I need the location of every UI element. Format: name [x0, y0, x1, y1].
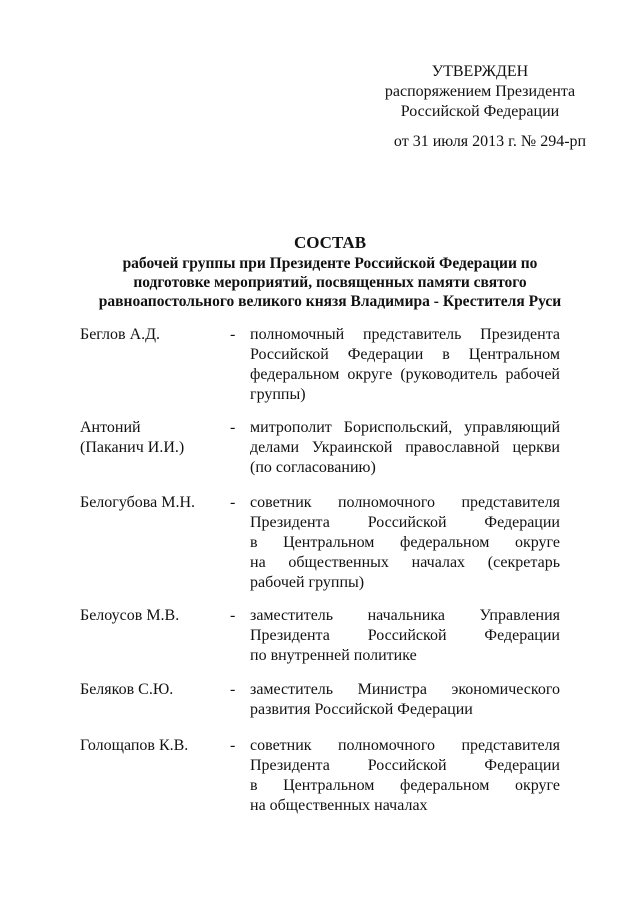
member-name: Беглов А.Д.: [80, 326, 161, 343]
member-description: советник полномочного представителя Президента Российской Федерации в Центральном федеральном округе на общественных началах (секретарь рабочей группы): [250, 494, 560, 591]
member-dash: -: [230, 419, 236, 436]
member-name: Белогубова М.Н.: [80, 494, 195, 511]
approval-stamp: [330, 62, 630, 152]
member-description: заместитель Министра экономического развития Российской Федерации: [250, 681, 560, 718]
member-name: Беляков С.Ю.: [80, 681, 174, 698]
member-dash: -: [230, 494, 236, 511]
approval-heading: УТВЕРЖДЕН: [431, 63, 529, 80]
member-dash: -: [230, 737, 236, 754]
member-dash: -: [230, 326, 236, 343]
member-name: Голощапов К.В.: [80, 737, 189, 754]
approval-authority-country: Российской Федерации: [400, 103, 560, 120]
approval-date: от 31 июля 2013 г. № 294-рп: [393, 133, 587, 150]
member-dash: -: [230, 607, 236, 624]
member-description: митрополит Бориспольский, управляющий делами Украинской православной церкви (по согласованию): [250, 419, 560, 476]
member-dash: -: [230, 681, 236, 698]
subtitle-line: рабочей группы при Президенте Российской Федерации по: [122, 255, 538, 272]
title-main: СОСТАВ: [293, 233, 367, 252]
member-description: заместитель начальника Управления Президента Российской Федерации по внутренней политике: [250, 607, 560, 664]
approval-authority: распоряжением Президента: [384, 83, 576, 100]
subtitle-line: равноапостольного великого князя Владимира - Крестителя Руси: [98, 293, 562, 310]
subtitle-line: подготовке мероприятий, посвященных памяти святого: [133, 274, 527, 291]
member-name: Антоний (Паканич И.И.): [80, 419, 185, 456]
member-name: Белоусов М.В.: [80, 607, 180, 624]
member-description: полномочный представитель Президента Российской Федерации в Центральном федеральном округе (руководитель рабочей группы): [250, 326, 560, 403]
member-description: советник полномочного представителя Президента Российской Федерации в Центральном федеральном округе на общественных началах: [250, 737, 560, 814]
document-title: [60, 232, 600, 311]
